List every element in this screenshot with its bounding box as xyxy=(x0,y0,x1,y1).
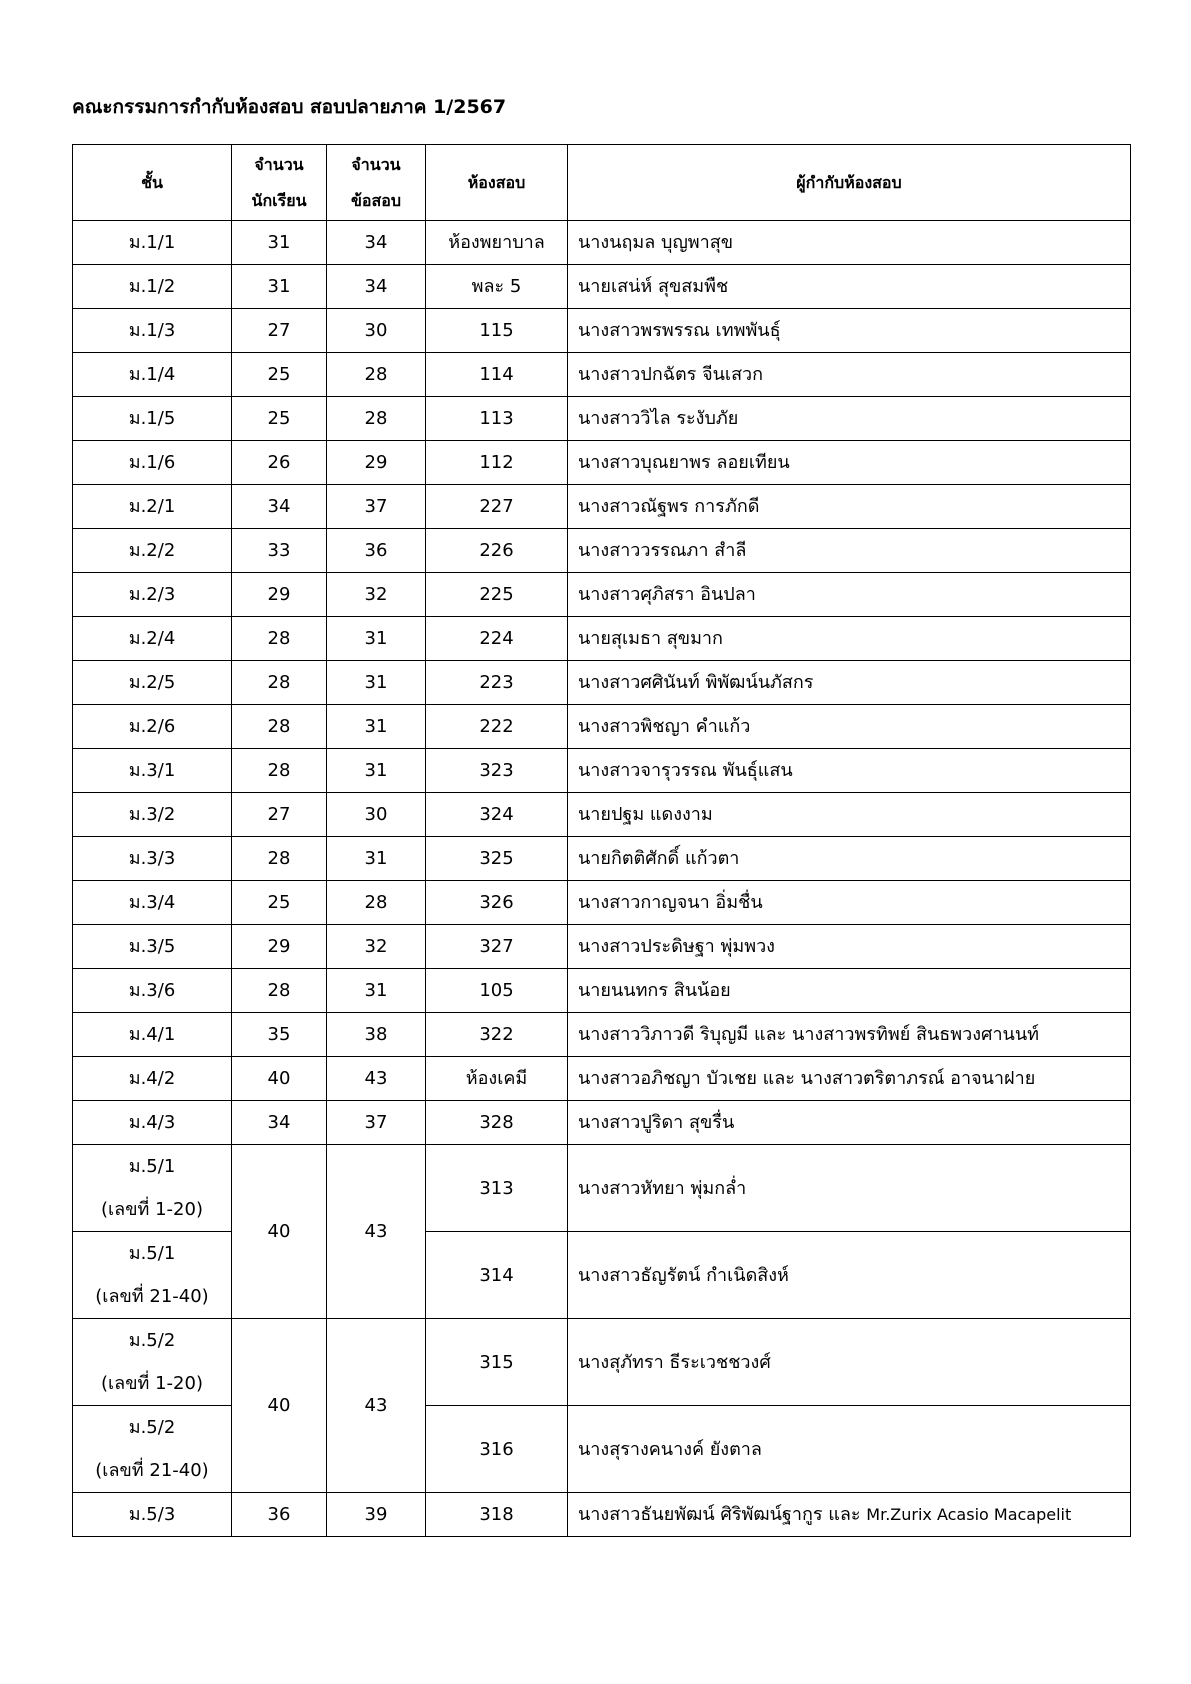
cell-students: 40 xyxy=(232,1057,327,1101)
cell-room: 316 xyxy=(426,1406,568,1493)
cell-students: 27 xyxy=(232,309,327,353)
cell-proctor: นางสาวปูริดา สุขรื่น xyxy=(568,1101,1131,1145)
cell-students: 33 xyxy=(232,529,327,573)
proctor-table xyxy=(72,144,1131,1537)
table-row xyxy=(73,1319,1131,1406)
cell-room: 112 xyxy=(426,441,568,485)
header-students: จำนวน นักเรียน xyxy=(232,145,327,221)
cell-papers: 31 xyxy=(327,749,426,793)
cell-room: ห้องพยาบาล xyxy=(426,221,568,265)
cell-proctor: นางสาวณัฐพร การภักดี xyxy=(568,485,1131,529)
cell-room: 113 xyxy=(426,397,568,441)
cell-students: 40 xyxy=(232,1319,327,1493)
cell-room: 322 xyxy=(426,1013,568,1057)
cell-students: 40 xyxy=(232,1145,327,1319)
cell-room: 314 xyxy=(426,1232,568,1319)
cell-class: ม.1/3 xyxy=(73,309,232,353)
cell-proctor: นางสาววิไล ระงับภัย xyxy=(568,397,1131,441)
cell-room: ห้องเคมี xyxy=(426,1057,568,1101)
cell-room: 105 xyxy=(426,969,568,1013)
cell-papers: 37 xyxy=(327,485,426,529)
table-row xyxy=(73,793,1131,837)
cell-students: 29 xyxy=(232,925,327,969)
cell-proctor: นางสาวจารุวรรณ พันธุ์แสน xyxy=(568,749,1131,793)
cell-proctor: นายสุเมธา สุขมาก xyxy=(568,617,1131,661)
cell-students: 28 xyxy=(232,969,327,1013)
table-row xyxy=(73,1013,1131,1057)
cell-room: 222 xyxy=(426,705,568,749)
cell-papers: 31 xyxy=(327,661,426,705)
cell-papers: 28 xyxy=(327,397,426,441)
cell-room: 224 xyxy=(426,617,568,661)
table-row xyxy=(73,1145,1131,1232)
cell-papers: 28 xyxy=(327,881,426,925)
cell-papers: 28 xyxy=(327,353,426,397)
cell-class: ม.5/1 (เลขที่ 1-20) xyxy=(73,1145,232,1232)
cell-students: 36 xyxy=(232,1493,327,1537)
cell-papers: 30 xyxy=(327,309,426,353)
cell-papers: 39 xyxy=(327,1493,426,1537)
cell-room: 313 xyxy=(426,1145,568,1232)
cell-papers: 32 xyxy=(327,573,426,617)
table-row xyxy=(73,309,1131,353)
table-row xyxy=(73,1057,1131,1101)
table-row xyxy=(73,529,1131,573)
cell-class: ม.4/1 xyxy=(73,1013,232,1057)
cell-proctor: นางสาวธัญรัตน์ กำเนิดสิงห์ xyxy=(568,1232,1131,1319)
cell-papers: 30 xyxy=(327,793,426,837)
cell-students: 34 xyxy=(232,1101,327,1145)
cell-class: ม.1/1 xyxy=(73,221,232,265)
cell-room: 114 xyxy=(426,353,568,397)
cell-papers: 31 xyxy=(327,617,426,661)
cell-class: ม.2/5 xyxy=(73,661,232,705)
cell-students: 25 xyxy=(232,397,327,441)
cell-class: ม.3/1 xyxy=(73,749,232,793)
table-row xyxy=(73,573,1131,617)
cell-papers: 38 xyxy=(327,1013,426,1057)
cell-class: ม.1/2 xyxy=(73,265,232,309)
cell-students: 28 xyxy=(232,837,327,881)
cell-proctor: นางสาวอภิชญา บัวเชย และ นางสาวตริตาภรณ์ อาจนาฝาย xyxy=(568,1057,1131,1101)
cell-class: ม.5/3 xyxy=(73,1493,232,1537)
cell-class: ม.3/2 xyxy=(73,793,232,837)
cell-room: 328 xyxy=(426,1101,568,1145)
cell-class: ม.1/5 xyxy=(73,397,232,441)
cell-proctor: นางสาวหัทยา พุ่มกล่ำ xyxy=(568,1145,1131,1232)
cell-proctor: นางสาววรรณภา สำลี xyxy=(568,529,1131,573)
cell-class: ม.4/3 xyxy=(73,1101,232,1145)
cell-proctor: นายกิตติศักดิ์ แก้วตา xyxy=(568,837,1131,881)
cell-papers: 43 xyxy=(327,1319,426,1493)
cell-students: 35 xyxy=(232,1013,327,1057)
cell-students: 25 xyxy=(232,353,327,397)
cell-students: 31 xyxy=(232,265,327,309)
table-row xyxy=(73,1493,1131,1537)
cell-room: 327 xyxy=(426,925,568,969)
cell-papers: 31 xyxy=(327,969,426,1013)
table-body xyxy=(73,221,1131,1537)
cell-proctor: นางสุรางคนางค์ ยังตาล xyxy=(568,1406,1131,1493)
header-proctor: ผู้กำกับห้องสอบ xyxy=(568,145,1131,221)
cell-students: 27 xyxy=(232,793,327,837)
table-row xyxy=(73,749,1131,793)
table-row xyxy=(73,441,1131,485)
cell-class: ม.2/4 xyxy=(73,617,232,661)
table-row xyxy=(73,1101,1131,1145)
cell-papers: 29 xyxy=(327,441,426,485)
cell-students: 26 xyxy=(232,441,327,485)
cell-students: 28 xyxy=(232,705,327,749)
table-row xyxy=(73,221,1131,265)
cell-proctor: นางสาวพิชญา คำแก้ว xyxy=(568,705,1131,749)
cell-papers: 31 xyxy=(327,705,426,749)
cell-room: 225 xyxy=(426,573,568,617)
table-row xyxy=(73,397,1131,441)
cell-students: 28 xyxy=(232,617,327,661)
cell-proctor: นางสาวปกฉัตร จีนเสวก xyxy=(568,353,1131,397)
table-row xyxy=(73,485,1131,529)
header-class: ชั้น xyxy=(73,145,232,221)
cell-proctor: นางสาววิภาวดี ริบุญมี และ นางสาวพรทิพย์ สินธพวงศานนท์ xyxy=(568,1013,1131,1057)
table-row xyxy=(73,925,1131,969)
cell-class: ม.3/5 xyxy=(73,925,232,969)
cell-room: 226 xyxy=(426,529,568,573)
cell-papers: 31 xyxy=(327,837,426,881)
header-room: ห้องสอบ xyxy=(426,145,568,221)
cell-class: ม.5/2 (เลขที่ 21-40) xyxy=(73,1406,232,1493)
cell-proctor: นางสาวศุภิสรา อินปลา xyxy=(568,573,1131,617)
cell-proctor: นางสาวกาญจนา อิ่มชื่น xyxy=(568,881,1131,925)
cell-students: 29 xyxy=(232,573,327,617)
cell-students: 28 xyxy=(232,749,327,793)
cell-papers: 36 xyxy=(327,529,426,573)
cell-class: ม.3/4 xyxy=(73,881,232,925)
table-row xyxy=(73,705,1131,749)
cell-proctor: นางสาวธันยพัฒน์ ศิริพัฒน์ฐากูร และ Mr.Zurix Acasio Macapelit xyxy=(568,1493,1131,1537)
cell-class: ม.1/4 xyxy=(73,353,232,397)
table-header-row xyxy=(73,145,1131,221)
cell-class: ม.3/6 xyxy=(73,969,232,1013)
table-row xyxy=(73,617,1131,661)
cell-room: 115 xyxy=(426,309,568,353)
cell-papers: 34 xyxy=(327,265,426,309)
cell-room: 318 xyxy=(426,1493,568,1537)
cell-proctor: นายปฐม แดงงาม xyxy=(568,793,1131,837)
cell-class: ม.2/6 xyxy=(73,705,232,749)
cell-papers: 43 xyxy=(327,1057,426,1101)
cell-room: 227 xyxy=(426,485,568,529)
cell-proctor: นางสาวศศินันท์ พิพัฒน์นภัสกร xyxy=(568,661,1131,705)
cell-room: พละ 5 xyxy=(426,265,568,309)
cell-class: ม.1/6 xyxy=(73,441,232,485)
table-row xyxy=(73,969,1131,1013)
cell-room: 325 xyxy=(426,837,568,881)
table-row xyxy=(73,837,1131,881)
cell-papers: 32 xyxy=(327,925,426,969)
cell-proctor: นางนฤมล บุญพาสุข xyxy=(568,221,1131,265)
cell-room: 223 xyxy=(426,661,568,705)
cell-room: 324 xyxy=(426,793,568,837)
cell-papers: 34 xyxy=(327,221,426,265)
cell-class: ม.4/2 xyxy=(73,1057,232,1101)
table-row xyxy=(73,1232,1131,1319)
cell-room: 323 xyxy=(426,749,568,793)
header-papers: จำนวน ข้อสอบ xyxy=(327,145,426,221)
document-title: คณะกรรมการกำกับห้องสอบ สอบปลายภาค 1/2567 xyxy=(72,96,507,118)
cell-class: ม.2/3 xyxy=(73,573,232,617)
cell-students: 25 xyxy=(232,881,327,925)
cell-class: ม.5/2 (เลขที่ 1-20) xyxy=(73,1319,232,1406)
cell-class: ม.2/2 xyxy=(73,529,232,573)
cell-proctor: นางสาวประดิษฐา พุ่มพวง xyxy=(568,925,1131,969)
cell-proctor: นายนนทกร สินน้อย xyxy=(568,969,1131,1013)
cell-students: 28 xyxy=(232,661,327,705)
table-row xyxy=(73,265,1131,309)
cell-class: ม.2/1 xyxy=(73,485,232,529)
table-row xyxy=(73,881,1131,925)
cell-room: 326 xyxy=(426,881,568,925)
cell-papers: 43 xyxy=(327,1145,426,1319)
table-row xyxy=(73,353,1131,397)
table-row xyxy=(73,661,1131,705)
cell-students: 31 xyxy=(232,221,327,265)
cell-room: 315 xyxy=(426,1319,568,1406)
cell-proctor: นายเสน่ห์ สุขสมพืช xyxy=(568,265,1131,309)
cell-proctor: นางสาวบุณยาพร ลอยเทียน xyxy=(568,441,1131,485)
cell-class: ม.3/3 xyxy=(73,837,232,881)
cell-proctor: นางสุภัทรา ธีระเวชชวงศ์ xyxy=(568,1319,1131,1406)
cell-papers: 37 xyxy=(327,1101,426,1145)
cell-class: ม.5/1 (เลขที่ 21-40) xyxy=(73,1232,232,1319)
cell-students: 34 xyxy=(232,485,327,529)
cell-proctor: นางสาวพรพรรณ เทพพันธุ์ xyxy=(568,309,1131,353)
table-row xyxy=(73,1406,1131,1493)
